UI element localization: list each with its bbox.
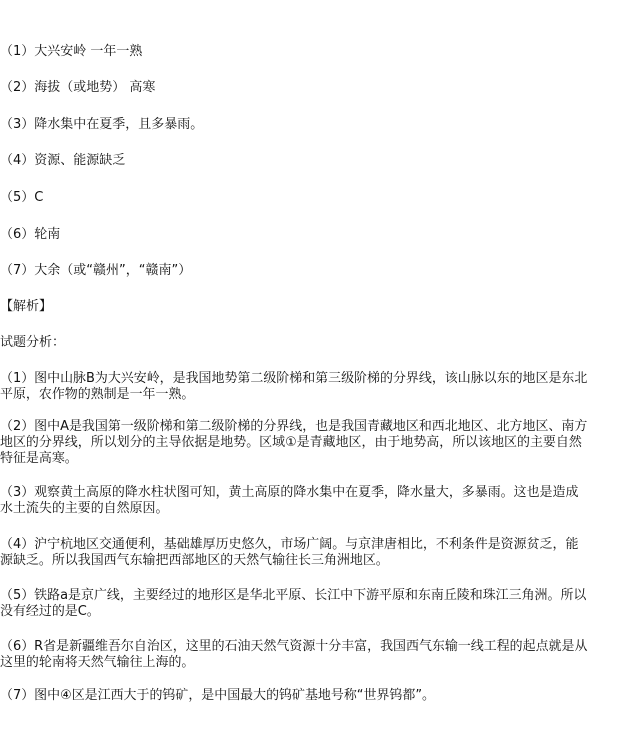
answer-7: （7）大余（或“赣州”，“赣南”） <box>0 263 192 278</box>
answer-2: （2）海拔（或地势） 高寒 <box>0 80 156 95</box>
analysis-line: （1）图中山脉B为大兴安岭，是我国地势第二级阶梯和第三级阶梯的分界线，该山脉以东的地区是东北 <box>0 371 588 386</box>
answer-3: （3）降水集中在夏季，且多暴雨。 <box>0 117 204 132</box>
answer-4: （4）资源、能源缺乏 <box>0 153 126 168</box>
analysis-line: （6）R省是新疆维吾尔自治区，这里的石油天然气资源十分丰富，我国西气东输一线工程的起点就是从 <box>0 639 588 654</box>
answer-6: （6）轮南 <box>0 227 61 242</box>
analysis-paragraph-7 <box>0 688 630 704</box>
analysis-paragraph-2 <box>0 419 630 467</box>
analysis-line: （3）观察黄土高原的降水柱状图可知，黄土高原的降水集中在夏季，降水量大，多暴雨。这也是造成 <box>0 485 579 500</box>
analysis-heading: 【解析】 <box>0 299 53 314</box>
analysis-line: 特征是高寒。 <box>0 451 78 466</box>
analysis-paragraph-5 <box>0 588 630 620</box>
analysis-line: 没有经过的是C。 <box>0 604 100 619</box>
analysis-line: 这里的轮南将天然气输往上海的。 <box>0 655 195 670</box>
analysis-line: 源缺乏。所以我国西气东输把西部地区的天然气输往长三角洲地区。 <box>0 553 389 568</box>
analysis-line: （7）图中④区是江西大于的钨矿，是中国最大的钨矿基地号称“世界钨都”。 <box>0 688 436 703</box>
analysis-paragraph-3 <box>0 485 630 517</box>
analysis-paragraph-1 <box>0 371 630 403</box>
analysis-line: 水土流失的主要的自然原因。 <box>0 501 169 516</box>
analysis-line: 平原，农作物的熟制是一年一熟。 <box>0 387 195 402</box>
analysis-line: （4）沪宁杭地区交通便利，基础雄厚历史悠久，市场广阔。与京津唐相比，不利条件是资源贫乏，能 <box>0 537 579 552</box>
analysis-line: （5）铁路a是京广线，主要经过的地形区是华北平原、长江中下游平原和东南丘陵和珠江三角洲。所以 <box>0 588 587 603</box>
analysis-line: （2）图中A是我国第一级阶梯和第二级阶梯的分界线，也是我国青藏地区和西北地区、北方地区、南方 <box>0 419 588 434</box>
analysis-line: 地区的分界线，所以划分的主导依据是地势。区域①是青藏地区，由于地势高，所以该地区的主要自然 <box>0 435 582 450</box>
answer-1: （1）大兴安岭 一年一熟 <box>0 44 143 59</box>
analysis-paragraph-6 <box>0 639 630 671</box>
analysis-intro: 试题分析： <box>0 335 66 350</box>
answer-5: （5）C <box>0 190 44 205</box>
analysis-paragraph-4 <box>0 537 630 569</box>
